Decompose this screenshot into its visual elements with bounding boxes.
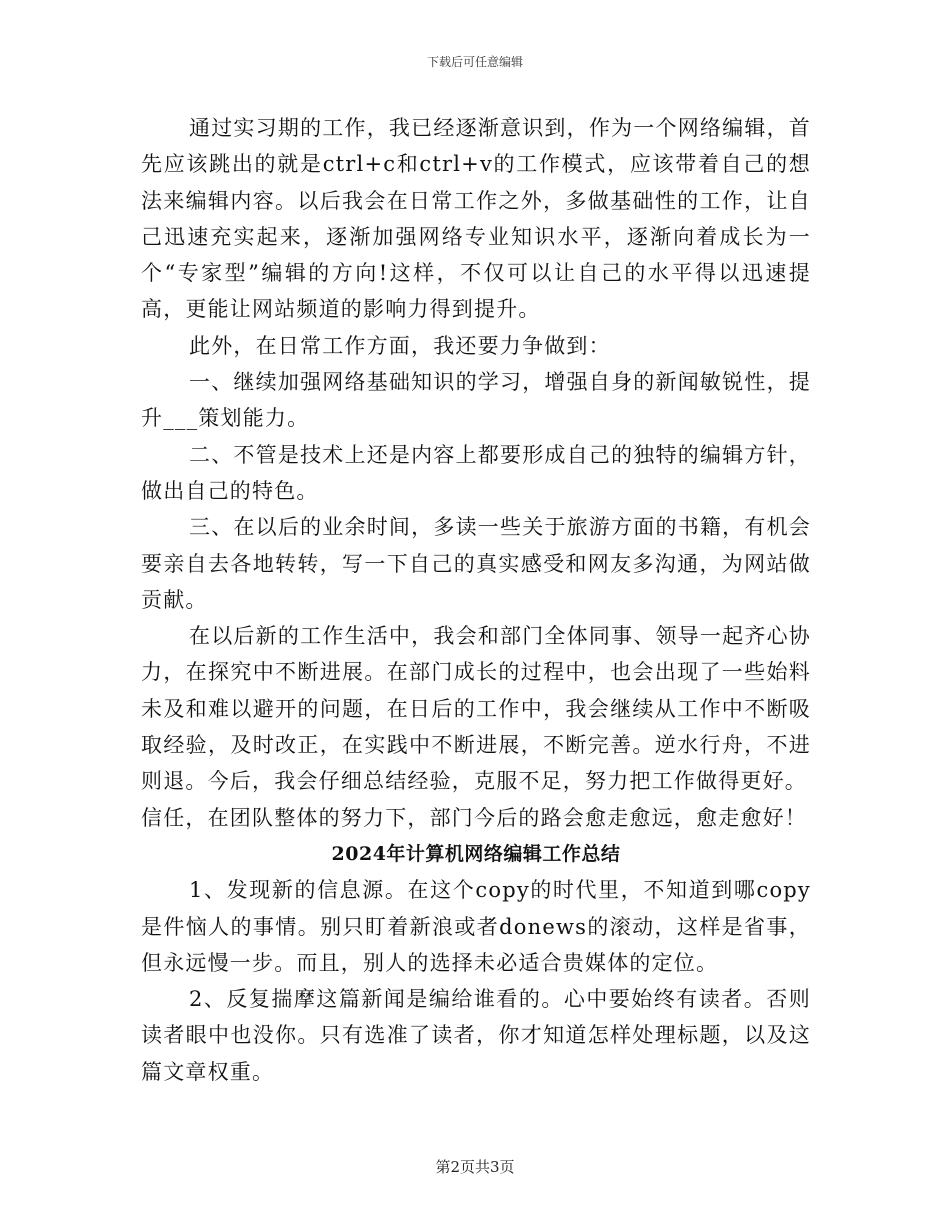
paragraph-closing: 信任，在团队整体的努力下，部门今后的路会愈走愈远，愈走愈好！ — [141, 805, 807, 830]
page-footer: 第2页共3页 — [435, 1158, 515, 1176]
section-paragraph-2: 2、反复揣摩这篇新闻是编给谁看的。心中要始终有读者。否则读者眼中也没你。只有选准了读者，你才知道怎样处理标题，以及这篇文章权重。 — [141, 987, 811, 1084]
section-paragraph-1: 1、发现新的信息源。在这个copy的时代里，不知道到哪copy是件恼人的事情。别只盯着新浪或者donews的滚动，这样是省事，但永远慢一步。而且，别人的选择未必适合贵媒体的定位。 — [141, 878, 811, 975]
section-title: 2024年计算机网络编辑工作总结 — [331, 842, 621, 865]
paragraph-future: 在以后新的工作生活中，我会和部门全体同事、领导一起齐心协力，在探究中不断进展。在部门成长的过程中，也会出现了一些始料未及和难以避开的问题，在日后的工作中，我会继续从工作中不断吸取经验，及时改正，在实践中不断进展，不断完善。逆水行舟，不进则退。今后，我会仔细总结经验，克服不足，努力把工作做得更好。 — [141, 624, 811, 794]
paragraph-conclusion: 通过实习期的工作，我已经逐渐意识到，作为一个网络编辑，首先应该跳出的就是ctrl+c和ctrl+v的工作模式，应该带着自己的想法来编辑内容。以后我会在日常工作之外，多做基础性的工作，让自己迅速充实起来，逐渐加强网络专业知识水平，逐渐向着成长为一个“专家型”编辑的方向!这样，不仅可以让自己的水平得以迅速提高，更能让网站频道的影响力得到提升。 — [141, 116, 811, 322]
paragraph-goal-1: 一、继续加强网络基础知识的学习，增强自身的新闻敏锐性，提升___策划能力。 — [141, 370, 811, 431]
paragraph-intro-goals: 此外，在日常工作方面，我还要力争做到： — [189, 333, 611, 358]
page-header: 下载后可任意编辑 — [426, 55, 523, 69]
document-body — [141, 110, 811, 1090]
paragraph-goal-3: 三、在以后的业余时间，多读一些关于旅游方面的书籍，有机会要亲自去各地转转，写一下自己的真实感受和网友多沟通，为网站做贡献。 — [141, 515, 811, 612]
paragraph-goal-2: 二、不管是技术上还是内容上都要形成自己的独特的编辑方针，做出自己的特色。 — [141, 442, 811, 503]
